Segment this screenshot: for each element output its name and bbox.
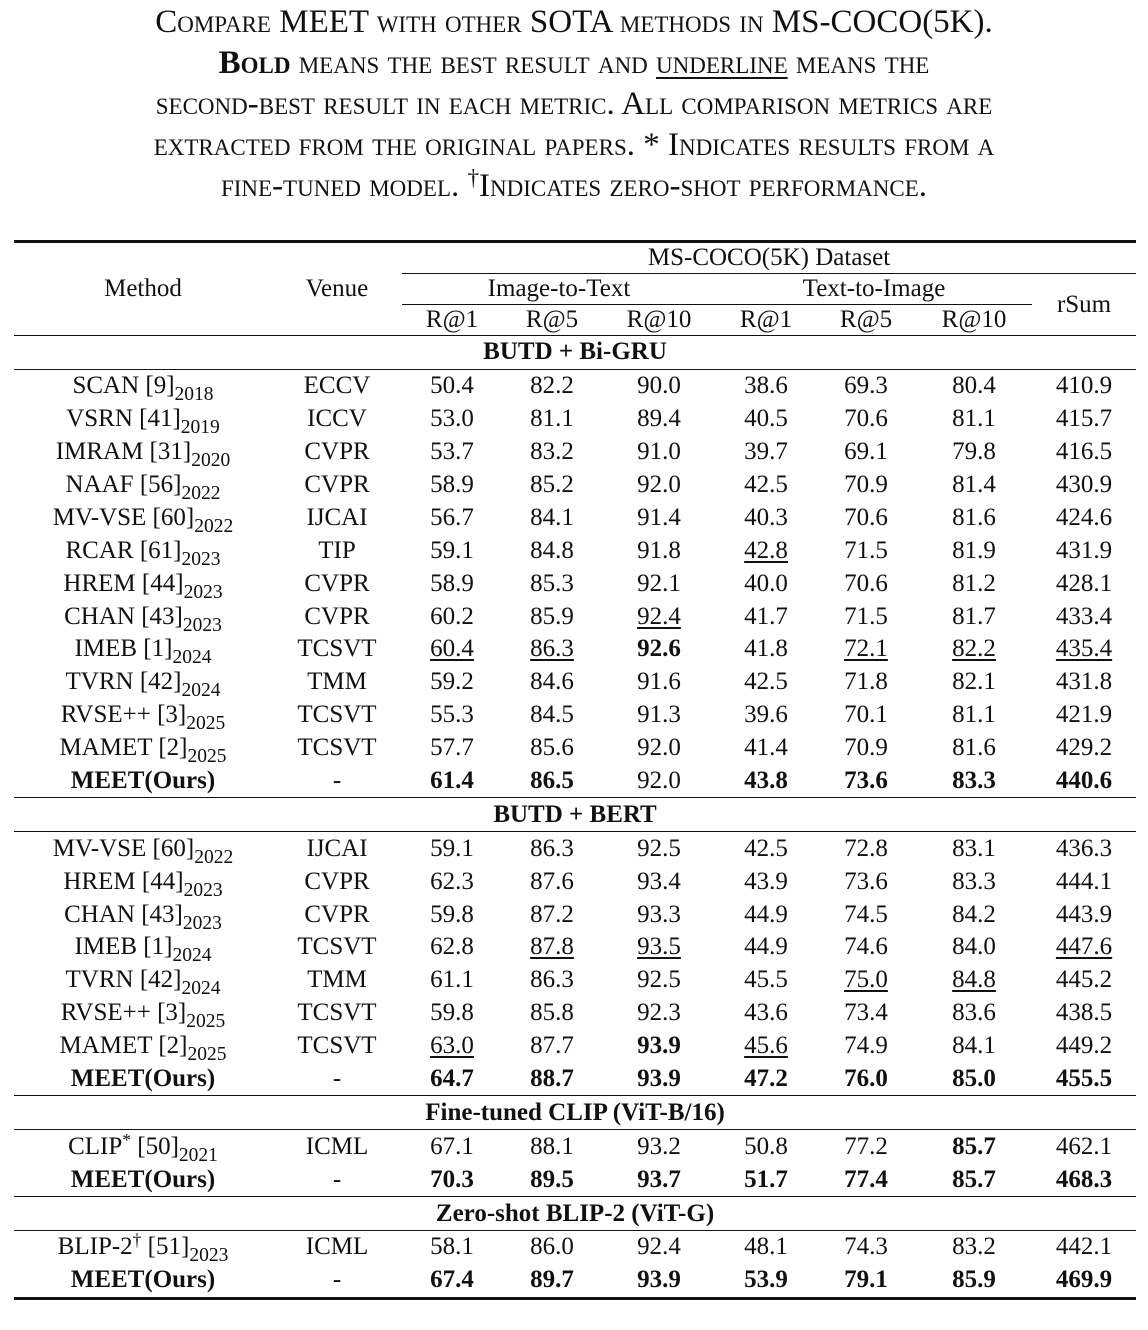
i2t-r1-cell: 62.3 [430, 867, 474, 895]
method-cell: MAMET $[2]_{2025}$ [59, 1032, 227, 1065]
i2t-r1-cell: 55.3 [430, 701, 474, 729]
rsum-cell: 415.7 [1055, 405, 1113, 433]
table-row [14, 1264, 1136, 1298]
rsum-cell: 430.9 [1055, 471, 1113, 498]
venue-cell: TCSVT [297, 701, 377, 729]
i2t-r5-cell: 86.5 [530, 767, 574, 795]
t2i-r10-cell: 83.6 [952, 999, 996, 1027]
t2i-r5-cell: 70.9 [844, 471, 888, 498]
i2t-r1-cell: 59.1 [430, 834, 474, 862]
i2t-r5-cell: 85.9 [530, 602, 574, 630]
t2i-r5-cell: 70.9 [844, 734, 888, 762]
venue-cell: TMM [307, 966, 367, 994]
t2i-r5-cell: 70.6 [844, 503, 888, 531]
t2i-r5-cell: 71.5 [844, 602, 888, 630]
i2t-r10-cell: 93.5 [637, 933, 681, 961]
rsum-cell: 468.3 [1055, 1165, 1113, 1193]
header-t2i-r5: R@5 [816, 305, 916, 336]
rsum-cell: 443.9 [1055, 900, 1113, 928]
rsum-cell: 421.9 [1055, 701, 1113, 729]
t2i-r5-cell: 71.8 [844, 668, 888, 696]
i2t-r1-cell: 59.8 [430, 900, 474, 928]
group-label: BUTD + Bi-GRU [14, 336, 1136, 370]
i2t-r5-cell: 87.8 [530, 933, 574, 961]
t2i-r1-cell: 40.0 [744, 569, 788, 597]
table-row [14, 403, 1136, 436]
rsum-cell: 428.1 [1055, 569, 1113, 597]
i2t-r10-cell: 91.6 [637, 668, 681, 696]
t2i-r5-cell: 75.0 [844, 966, 888, 994]
table-row [14, 1063, 1136, 1096]
t2i-r1-cell: 51.7 [744, 1165, 788, 1193]
caption-line-2: Bold means the best result and underline means the [218, 45, 930, 81]
i2t-r1-cell: 61.1 [430, 966, 474, 994]
i2t-r10-cell: 93.9 [637, 1032, 681, 1060]
i2t-r10-cell: 92.4 [637, 1233, 681, 1261]
t2i-r1-cell: 42.5 [744, 471, 788, 498]
method-cell: VSRN $[41]_{2019}$ [66, 405, 220, 439]
t2i-r1-cell: 41.4 [744, 734, 788, 762]
header-t2i-r1: R@1 [716, 305, 816, 336]
t2i-r1-cell: 48.1 [744, 1233, 788, 1261]
i2t-r1-cell: 64.7 [430, 1065, 474, 1093]
method-cell: RCAR $[61]_{2023}$ [65, 536, 221, 570]
venue-cell: TCSVT [297, 1032, 377, 1060]
venue-cell: TCSVT [297, 635, 377, 663]
i2t-r5-cell: 84.6 [530, 668, 574, 696]
header-row-1 [14, 242, 1136, 274]
rsum-cell: 436.3 [1055, 834, 1113, 862]
t2i-r10-cell: 85.9 [916, 1264, 1032, 1298]
i2t-r10-cell: 90.0 [637, 372, 681, 400]
header-method: Method [14, 242, 272, 336]
venue-cell: TMM [307, 668, 367, 696]
t2i-r5-cell: 74.9 [844, 1032, 888, 1060]
results-table [14, 240, 1136, 1300]
t2i-r10-cell: 81.4 [952, 471, 996, 498]
rsum-cell: 433.4 [1055, 602, 1113, 630]
t2i-r5-cell: 74.5 [844, 900, 888, 928]
rsum-cell: 424.6 [1055, 503, 1113, 531]
t2i-r10-cell: 84.8 [952, 966, 996, 994]
i2t-r5-cell: 87.7 [530, 1032, 574, 1060]
i2t-r5-cell: 89.7 [502, 1264, 602, 1298]
header-t2i: Text-to-Image [716, 274, 1032, 305]
table-row [14, 469, 1136, 502]
rsum-cell: 455.5 [1055, 1065, 1113, 1093]
i2t-r1-cell: 67.4 [402, 1264, 502, 1298]
i2t-r1-cell: 53.0 [430, 405, 474, 433]
t2i-r10-cell: 81.2 [952, 569, 996, 597]
t2i-r1-cell: 38.6 [744, 372, 788, 400]
i2t-r1-cell: 57.7 [430, 734, 474, 762]
i2t-r10-cell: 93.9 [602, 1264, 716, 1298]
rsum-cell: 445.2 [1055, 966, 1113, 994]
table-row [14, 600, 1136, 633]
table-row [14, 997, 1136, 1030]
i2t-r10-cell: 92.4 [637, 602, 681, 630]
t2i-r10-cell: 81.1 [952, 405, 996, 433]
venue-cell: IJCAI [306, 503, 368, 531]
t2i-r10-cell: 82.2 [952, 635, 996, 663]
venue-cell: CVPR [304, 471, 370, 498]
header-dataset: MS-COCO(5K) Dataset [402, 242, 1136, 274]
t2i-r10-cell: 85.7 [952, 1132, 996, 1160]
group-label: BUTD + BERT [14, 798, 1136, 832]
i2t-r5-cell: 86.0 [530, 1233, 574, 1261]
group-row-butd-bigru [14, 336, 1136, 370]
rsum-cell: 431.8 [1055, 668, 1113, 696]
method-cell: MV-VSE $[60]_{2022}$ [52, 834, 234, 868]
table-row [14, 931, 1136, 964]
t2i-r10-cell: 85.7 [952, 1165, 996, 1193]
table-caption [0, 2, 1148, 207]
header-venue: Venue [272, 242, 402, 336]
t2i-r10-cell: 81.9 [952, 536, 996, 564]
t2i-r1-cell: 50.8 [744, 1132, 788, 1160]
method-cell: MEET(Ours) [14, 1264, 272, 1298]
method-cell: MEET(Ours) [70, 1165, 216, 1193]
table-row [14, 898, 1136, 931]
t2i-r10-cell: 85.0 [952, 1065, 996, 1093]
t2i-r1-cell: 47.2 [744, 1065, 788, 1093]
venue-cell: - [332, 767, 342, 795]
rsum-cell: 438.5 [1055, 999, 1113, 1027]
caption-line-1: Compare MEET with other SOTA methods in MS-COCO(5K). [155, 4, 993, 40]
t2i-r1-cell: 43.9 [744, 867, 788, 895]
t2i-r5-cell: 76.0 [844, 1065, 888, 1093]
i2t-r5-cell: 87.6 [530, 867, 574, 895]
rsum-cell: 431.9 [1055, 536, 1113, 564]
venue-cell: TCSVT [297, 999, 377, 1027]
t2i-r10-cell: 80.4 [952, 372, 996, 400]
i2t-r5-cell: 87.2 [530, 900, 574, 928]
i2t-r5-cell: 88.1 [530, 1132, 574, 1160]
method-cell: TVRN $[42]_{2024}$ [65, 966, 221, 1000]
table-row [14, 369, 1136, 402]
i2t-r5-cell: 84.5 [530, 701, 574, 729]
method-cell: MAMET $[2]_{2025}$ [59, 734, 227, 767]
t2i-r10-cell: 79.8 [952, 438, 996, 466]
i2t-r1-cell: 63.0 [430, 1032, 474, 1060]
t2i-r10-cell: 83.1 [952, 834, 996, 862]
t2i-r1-cell: 40.5 [744, 405, 788, 433]
t2i-r5-cell: 70.6 [844, 569, 888, 597]
t2i-r5-cell: 72.1 [844, 635, 888, 663]
method-cell: RVSE++ $[3]_{2025}$ [60, 999, 226, 1033]
header-t2i-r10: R@10 [916, 305, 1032, 336]
venue-cell: - [332, 1065, 342, 1093]
caption-line-3: second-best result in each metric. All comparison metrics are [155, 86, 993, 122]
venue-cell: TIP [318, 536, 356, 564]
t2i-r5-cell: 69.3 [844, 372, 888, 400]
i2t-r1-cell: 56.7 [430, 503, 474, 531]
method-cell: MEET(Ours) [70, 1065, 216, 1093]
caption-line-5: fine-tuned model. †Indicates zero-shot performance. [220, 164, 928, 204]
i2t-r10-cell: 92.0 [637, 767, 681, 795]
venue-cell: CVPR [304, 867, 370, 895]
i2t-r10-cell: 93.4 [637, 867, 681, 895]
i2t-r10-cell: 92.5 [637, 966, 681, 994]
i2t-r10-cell: 92.0 [637, 471, 681, 498]
i2t-r1-cell: 50.4 [430, 372, 474, 400]
i2t-r10-cell: 92.6 [637, 635, 681, 663]
method-cell: TVRN $[42]_{2024}$ [65, 668, 221, 702]
i2t-r1-cell: 53.7 [430, 438, 474, 466]
t2i-r1-cell: 45.6 [744, 1032, 788, 1060]
i2t-r5-cell: 84.1 [530, 503, 574, 531]
i2t-r10-cell: 91.8 [637, 536, 681, 564]
header-i2t: Image-to-Text [402, 274, 716, 305]
t2i-r5-cell: 77.2 [844, 1132, 888, 1160]
t2i-r5-cell: 73.6 [844, 767, 888, 795]
table-row [14, 865, 1136, 898]
t2i-r1-cell: 53.9 [716, 1264, 816, 1298]
t2i-r1-cell: 41.8 [744, 635, 788, 663]
caption-line-4: extracted from the original papers. * Indicates results from a [153, 127, 995, 163]
t2i-r1-cell: 44.9 [744, 933, 788, 961]
i2t-r1-cell: 59.2 [430, 668, 474, 696]
t2i-r1-cell: 43.6 [744, 999, 788, 1027]
t2i-r1-cell: 42.8 [744, 536, 788, 564]
method-cell: IMEB $[1]_{2024}$ [74, 933, 212, 967]
t2i-r5-cell: 77.4 [844, 1165, 888, 1193]
t2i-r10-cell: 81.6 [952, 503, 996, 531]
group-row-zeroshot-blip2 [14, 1197, 1136, 1231]
venue-cell: CVPR [304, 602, 370, 630]
i2t-r1-cell: 58.9 [430, 569, 474, 597]
method-cell: CLIP* $[50]_{2021}$ [68, 1129, 218, 1166]
header-i2t-r1: R@1 [402, 305, 502, 336]
i2t-r5-cell: 89.5 [530, 1165, 574, 1193]
venue-cell: TCSVT [297, 933, 377, 961]
t2i-r5-cell: 72.8 [844, 834, 888, 862]
t2i-r10-cell: 84.1 [952, 1032, 996, 1060]
table-row [14, 832, 1136, 865]
rsum-cell: 447.6 [1055, 933, 1113, 961]
header-i2t-r10: R@10 [602, 305, 716, 336]
i2t-r1-cell: 59.8 [430, 999, 474, 1027]
t2i-r1-cell: 44.9 [744, 900, 788, 928]
group-label: Fine-tuned CLIP (ViT-B/16) [14, 1096, 1136, 1130]
table-row [14, 567, 1136, 600]
t2i-r5-cell: 73.6 [844, 867, 888, 895]
t2i-r5-cell: 71.5 [844, 536, 888, 564]
method-cell: HREM $[44]_{2023}$ [63, 867, 223, 901]
table-row [14, 1130, 1136, 1163]
i2t-r5-cell: 82.2 [530, 372, 574, 400]
i2t-r5-cell: 85.2 [530, 471, 574, 498]
i2t-r1-cell: 58.9 [430, 471, 474, 498]
i2t-r10-cell: 91.0 [637, 438, 681, 466]
method-cell: HREM $[44]_{2023}$ [63, 569, 223, 603]
venue-cell: CVPR [304, 438, 370, 466]
table-row [14, 732, 1136, 765]
method-cell: BLIP-2† $[51]_{2023}$ [57, 1230, 229, 1267]
i2t-r1-cell: 67.1 [430, 1132, 474, 1160]
i2t-r10-cell: 93.7 [637, 1165, 681, 1193]
i2t-r5-cell: 86.3 [530, 834, 574, 862]
method-cell: IMEB $[1]_{2024}$ [74, 635, 212, 669]
method-cell: RVSE++ $[3]_{2025}$ [60, 701, 226, 735]
t2i-r5-cell: 70.6 [844, 405, 888, 433]
method-cell: IMRAM $[31]_{2020}$ [55, 438, 231, 471]
venue-cell: TCSVT [297, 734, 377, 762]
i2t-r1-cell: 62.8 [430, 933, 474, 961]
method-cell: SCAN $[9]_{2018}$ [72, 372, 214, 406]
method-cell: CHAN $[43]_{2023}$ [64, 900, 222, 934]
header-rsum: rSum [1032, 274, 1136, 336]
t2i-r1-cell: 39.6 [744, 701, 788, 729]
table-row [14, 699, 1136, 732]
i2t-r1-cell: 59.1 [430, 536, 474, 564]
venue-cell: ICCV [307, 405, 367, 433]
i2t-r5-cell: 86.3 [530, 635, 574, 663]
venue-cell: CVPR [304, 569, 370, 597]
t2i-r1-cell: 45.5 [744, 966, 788, 994]
t2i-r1-cell: 39.7 [744, 438, 788, 466]
venue-cell: ECCV [303, 372, 371, 400]
rsum-cell: 429.2 [1055, 734, 1113, 762]
i2t-r1-cell: 70.3 [430, 1165, 474, 1193]
t2i-r1-cell: 43.8 [744, 767, 788, 795]
i2t-r10-cell: 93.2 [637, 1132, 681, 1160]
i2t-r10-cell: 92.0 [637, 734, 681, 762]
i2t-r10-cell: 89.4 [637, 405, 681, 433]
i2t-r5-cell: 83.2 [530, 438, 574, 466]
group-row-butd-bert [14, 798, 1136, 832]
rsum-cell: 444.1 [1055, 867, 1113, 895]
table-row [14, 666, 1136, 699]
i2t-r10-cell: 93.9 [637, 1065, 681, 1093]
table-row [14, 1030, 1136, 1063]
i2t-r5-cell: 81.1 [530, 405, 574, 433]
i2t-r10-cell: 92.1 [637, 569, 681, 597]
rsum-cell: 410.9 [1055, 372, 1113, 400]
t2i-r10-cell: 83.3 [952, 867, 996, 895]
method-cell: MEET(Ours) [70, 767, 216, 795]
t2i-r5-cell: 74.6 [844, 933, 888, 961]
table-row [14, 534, 1136, 567]
t2i-r1-cell: 40.3 [744, 503, 788, 531]
i2t-r10-cell: 92.3 [637, 999, 681, 1027]
t2i-r10-cell: 81.6 [952, 734, 996, 762]
t2i-r5-cell: 79.1 [816, 1264, 916, 1298]
i2t-r10-cell: 91.4 [637, 503, 681, 531]
table-row [14, 633, 1136, 666]
rsum-cell: 449.2 [1055, 1032, 1113, 1060]
method-cell: NAAF $[56]_{2022}$ [65, 471, 221, 504]
i2t-r5-cell: 85.3 [530, 569, 574, 597]
t2i-r5-cell: 70.1 [844, 701, 888, 729]
i2t-r5-cell: 88.7 [530, 1065, 574, 1093]
venue-cell: ICML [305, 1132, 369, 1160]
venue-cell: CVPR [304, 900, 370, 928]
t2i-r10-cell: 82.1 [952, 668, 996, 696]
group-row-finetuned-clip [14, 1096, 1136, 1130]
t2i-r5-cell: 73.4 [844, 999, 888, 1027]
t2i-r10-cell: 84.2 [952, 900, 996, 928]
i2t-r5-cell: 85.8 [530, 999, 574, 1027]
i2t-r5-cell: 84.8 [530, 536, 574, 564]
t2i-r10-cell: 83.2 [952, 1233, 996, 1261]
i2t-r5-cell: 85.6 [530, 734, 574, 762]
venue-cell: ICML [305, 1233, 369, 1261]
i2t-r10-cell: 93.3 [637, 900, 681, 928]
t2i-r1-cell: 42.5 [744, 834, 788, 862]
t2i-r5-cell: 74.3 [844, 1233, 888, 1261]
rsum-cell: 469.9 [1032, 1264, 1136, 1298]
rsum-cell: 442.1 [1055, 1233, 1113, 1261]
venue-cell: IJCAI [306, 834, 368, 862]
t2i-r10-cell: 81.7 [952, 602, 996, 630]
i2t-r1-cell: 60.2 [430, 602, 474, 630]
t2i-r1-cell: 41.7 [744, 602, 788, 630]
table-row [14, 765, 1136, 798]
rsum-cell: 435.4 [1055, 635, 1113, 663]
table-row [14, 1231, 1136, 1264]
t2i-r1-cell: 42.5 [744, 668, 788, 696]
i2t-r1-cell: 58.1 [430, 1233, 474, 1261]
i2t-r10-cell: 92.5 [637, 834, 681, 862]
table-row [14, 1163, 1136, 1196]
t2i-r5-cell: 69.1 [844, 438, 888, 466]
method-cell: CHAN $[43]_{2023}$ [64, 602, 222, 636]
i2t-r1-cell: 60.4 [430, 635, 474, 663]
t2i-r10-cell: 83.3 [952, 767, 996, 795]
i2t-r5-cell: 86.3 [530, 966, 574, 994]
rsum-cell: 416.5 [1055, 438, 1113, 466]
group-label: Zero-shot BLIP-2 (ViT-G) [14, 1197, 1136, 1231]
t2i-r10-cell: 84.0 [952, 933, 996, 961]
header-i2t-r5: R@5 [502, 305, 602, 336]
i2t-r1-cell: 61.4 [430, 767, 474, 795]
rsum-cell: 440.6 [1055, 767, 1113, 795]
t2i-r10-cell: 81.1 [952, 701, 996, 729]
venue-cell: - [332, 1165, 342, 1193]
method-cell: MV-VSE $[60]_{2022}$ [52, 503, 234, 537]
i2t-r10-cell: 91.3 [637, 701, 681, 729]
venue-cell: - [272, 1264, 402, 1298]
table-row [14, 436, 1136, 469]
table-row [14, 501, 1136, 534]
rsum-cell: 462.1 [1055, 1132, 1113, 1160]
table-row [14, 964, 1136, 997]
